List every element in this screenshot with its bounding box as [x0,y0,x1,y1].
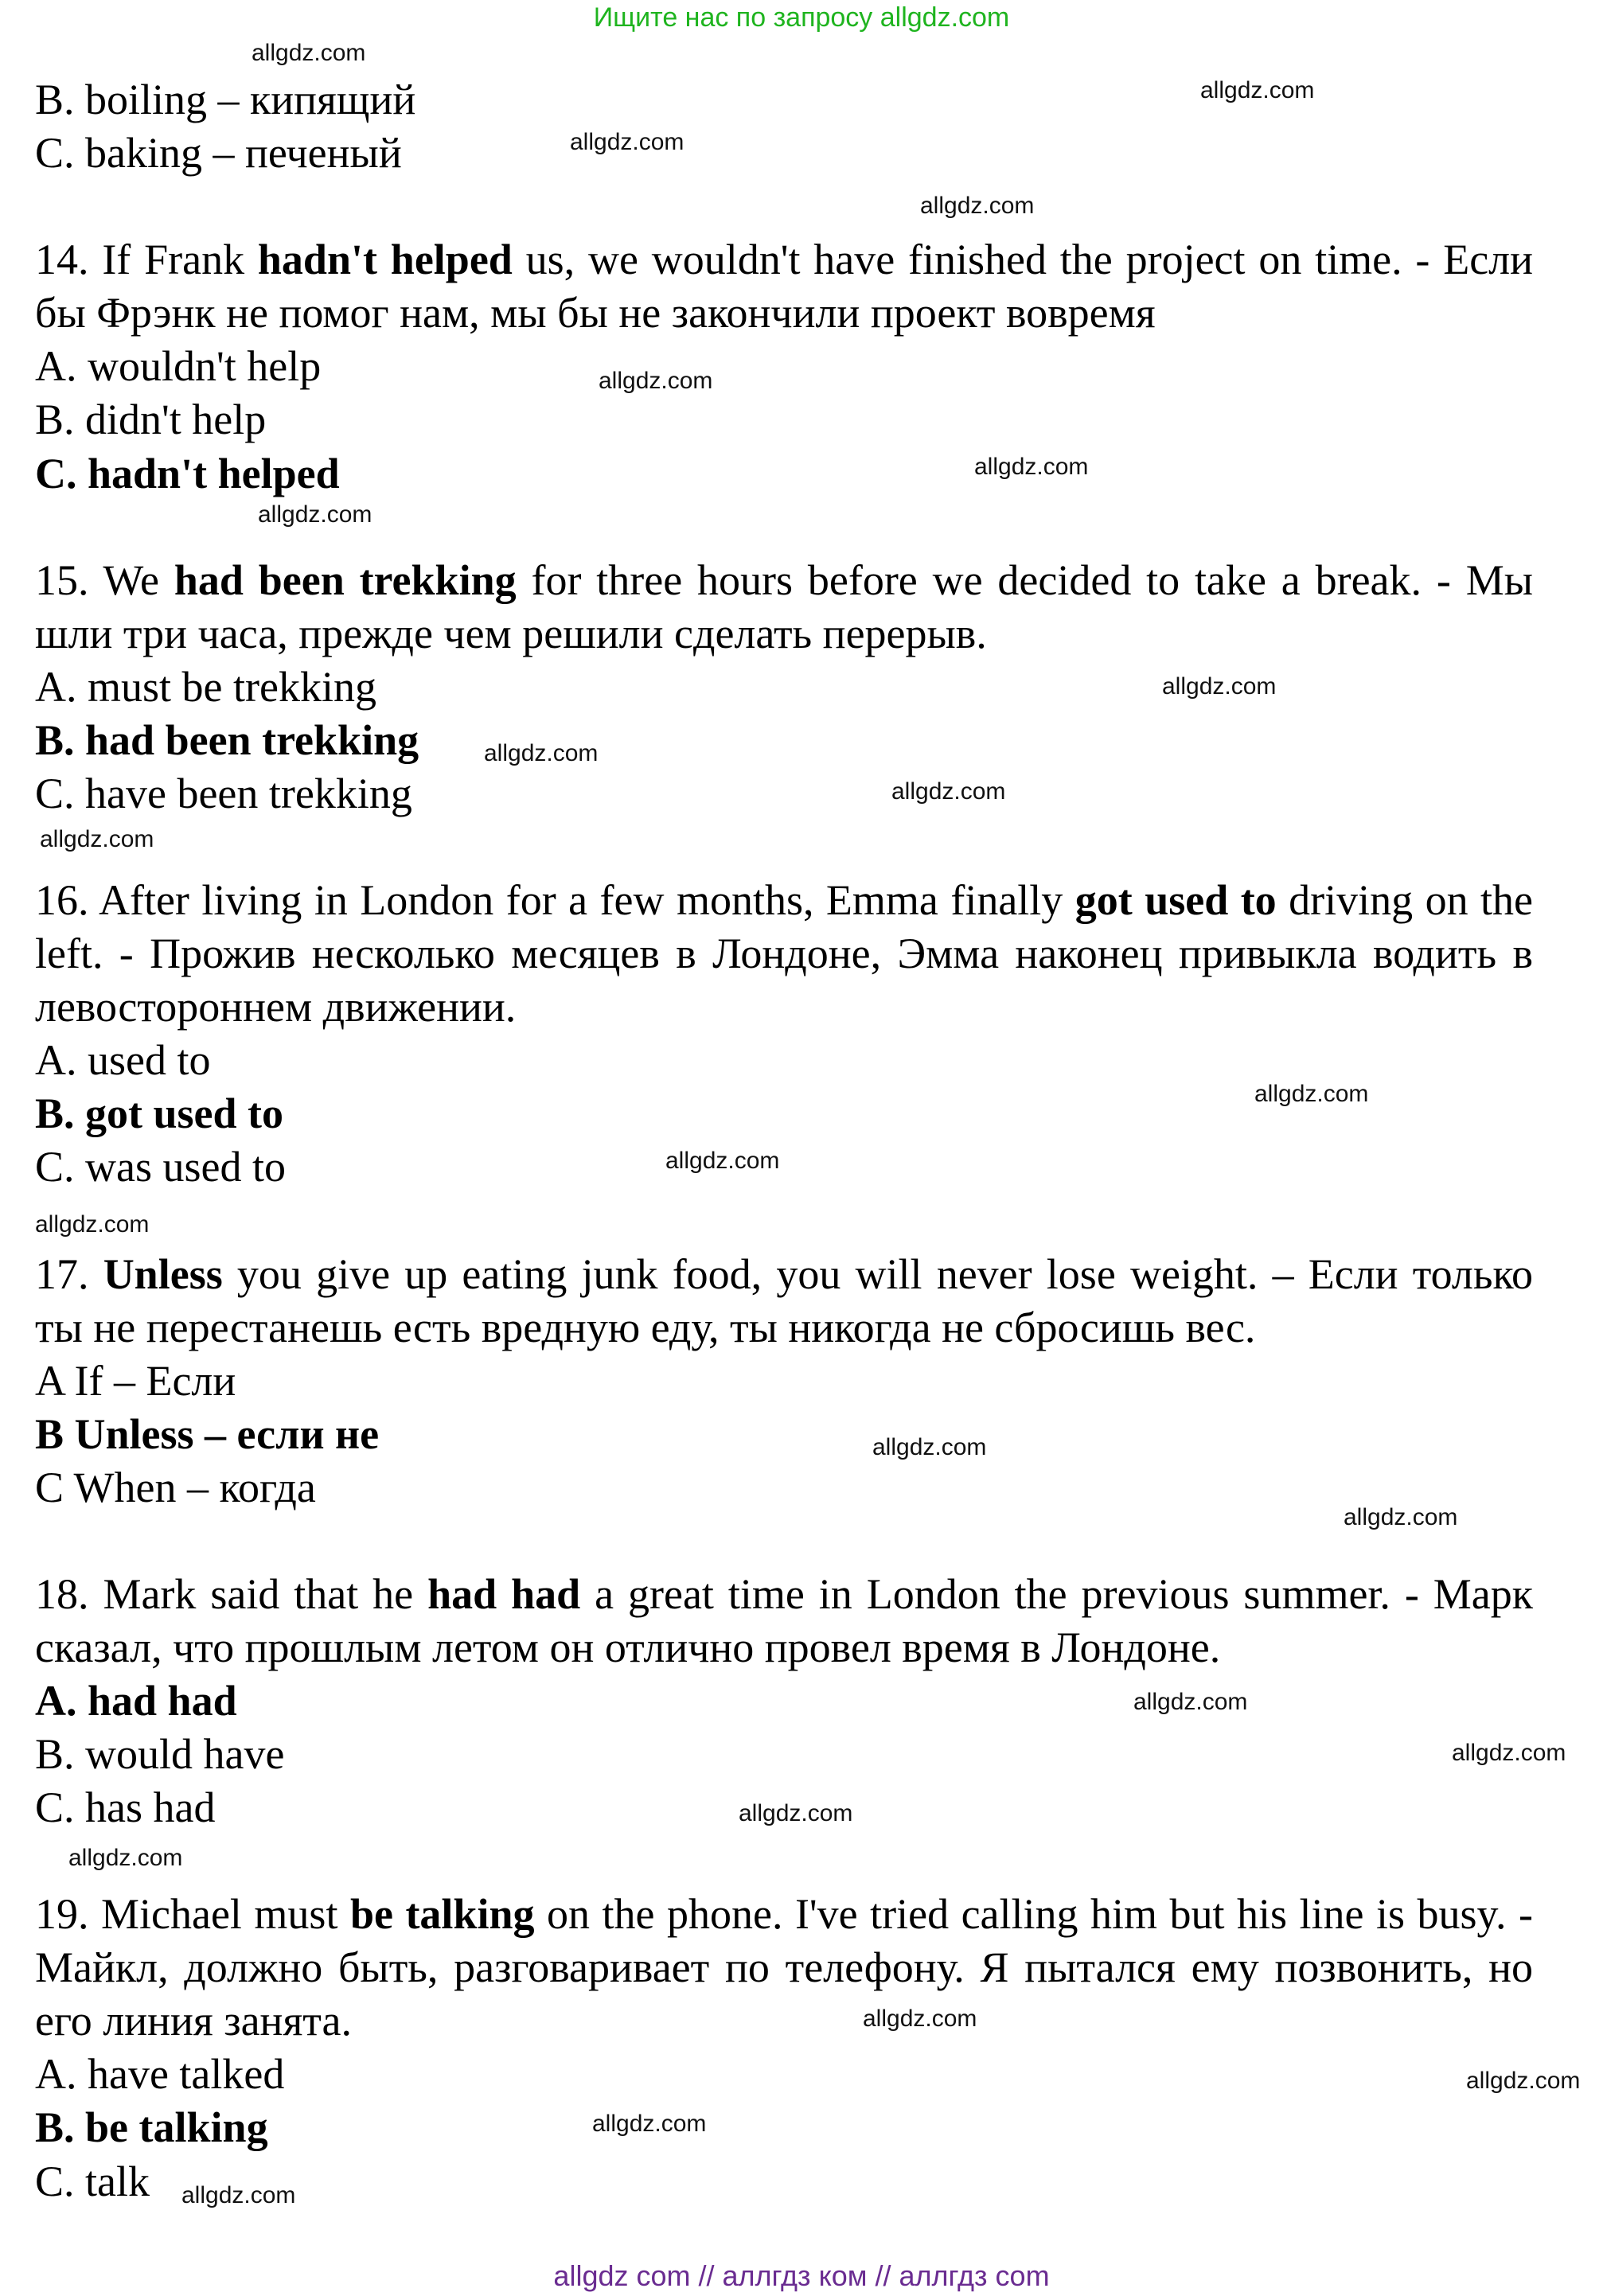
q16-option-b-answer: B. got used to [35,1090,284,1137]
watermark: allgdz.com [599,368,713,394]
watermark: allgdz.com [258,501,372,528]
question-17: 17. Unless you give up eating junk food, you will never lose weight. – Если только ты не перестанешь есть вредную еду, ты никогда не сбросишь вес. [35,1250,1534,1351]
watermark: allgdz.com [872,1434,987,1460]
question-18: 18. Mark said that he had had a great time in London the previous summer. - Марк сказал, что прошлым летом он отлично провел время в Лондоне. [35,1570,1533,1671]
watermark: allgdz.com [570,129,684,155]
footer-links: allgdz com // аллгдз ком // аллгдз com [553,2259,1050,2292]
key-phrase: got used to [1075,876,1277,924]
watermark: allgdz.com [592,2111,707,2137]
q14-option-b: B. didn't help [35,396,267,443]
watermark: allgdz.com [1200,77,1315,103]
q14-option-a: A. wouldn't help [35,342,322,390]
question-16: 16. After living in London for a few months, Emma finally got used to driving on the left. - Прожив несколько месяцев в Лондоне, Эмма наконец привыкла водить в левостороннем движении. [35,876,1534,1031]
q17-option-a: A If – Если [35,1357,236,1405]
key-phrase: had been trekking [174,556,517,604]
watermark: allgdz.com [1133,1689,1248,1715]
key-phrase: had had [427,1570,581,1618]
q16-option-a: A. used to [35,1036,211,1084]
watermark: allgdz.com [1254,1081,1369,1107]
q15-option-c: C. have been trekking [35,770,412,817]
question-15: 15. We had been trekking for three hours before we decided to take a break. - Мы шли три часа, прежде чем решили сделать перерыв. [35,556,1533,657]
q17-option-b-answer: B Unless – если не [35,1410,380,1458]
option-c-baking: C. baking – печеный [35,129,402,177]
watermark: allgdz.com [1466,2068,1581,2094]
watermark: allgdz.com [739,1800,853,1826]
q18-option-a-answer: A. had had [35,1677,237,1725]
q19-option-c: C. talk [35,2158,150,2205]
question-19: 19. Michael must be talking on the phone. I've tried calling him but his line is busy. - Майкл, должно быть, разговаривает по телефону. Я пытался ему позвонить, но его линия занята. [35,1890,1534,2045]
watermark: allgdz.com [252,40,366,66]
watermark: allgdz.com [1344,1504,1458,1530]
header-search-hint: Ищите нас по запросу allgdz.com [593,2,1010,33]
watermark: allgdz.com [181,2182,296,2208]
watermark: allgdz.com [974,454,1089,480]
watermark: allgdz.com [665,1148,780,1174]
watermark: allgdz.com [68,1845,183,1871]
key-phrase: Unless [103,1250,223,1298]
watermark: allgdz.com [1452,1740,1566,1766]
key-phrase: hadn't helped [257,236,513,283]
watermark: allgdz.com [40,826,154,852]
q15-option-a: A. must be trekking [35,663,376,711]
q16-option-c: C. was used to [35,1143,286,1191]
q14-option-c-answer: C. hadn't helped [35,450,340,497]
watermark: allgdz.com [35,1211,150,1238]
q15-option-b-answer: B. had been trekking [35,716,419,764]
watermark: allgdz.com [1162,673,1277,700]
q18-option-c: C. has had [35,1783,216,1831]
watermark: allgdz.com [863,2006,977,2032]
watermark: allgdz.com [920,193,1035,219]
question-14: 14. If Frank hadn't helped us, we wouldn't have finished the project on time. - Если бы Фрэнк не помог нам, мы бы не закончили проект вовремя [35,236,1534,337]
q19-option-a: A. have talked [35,2050,285,2098]
q17-option-c: C When – когда [35,1464,316,1511]
q18-option-b: B. would have [35,1730,285,1778]
watermark: allgdz.com [484,740,599,766]
q19-option-b-answer: B. be talking [35,2103,268,2151]
option-b-boiling: B. boiling – кипящий [35,76,416,123]
key-phrase: be talking [349,1890,535,1938]
watermark: allgdz.com [891,778,1006,805]
